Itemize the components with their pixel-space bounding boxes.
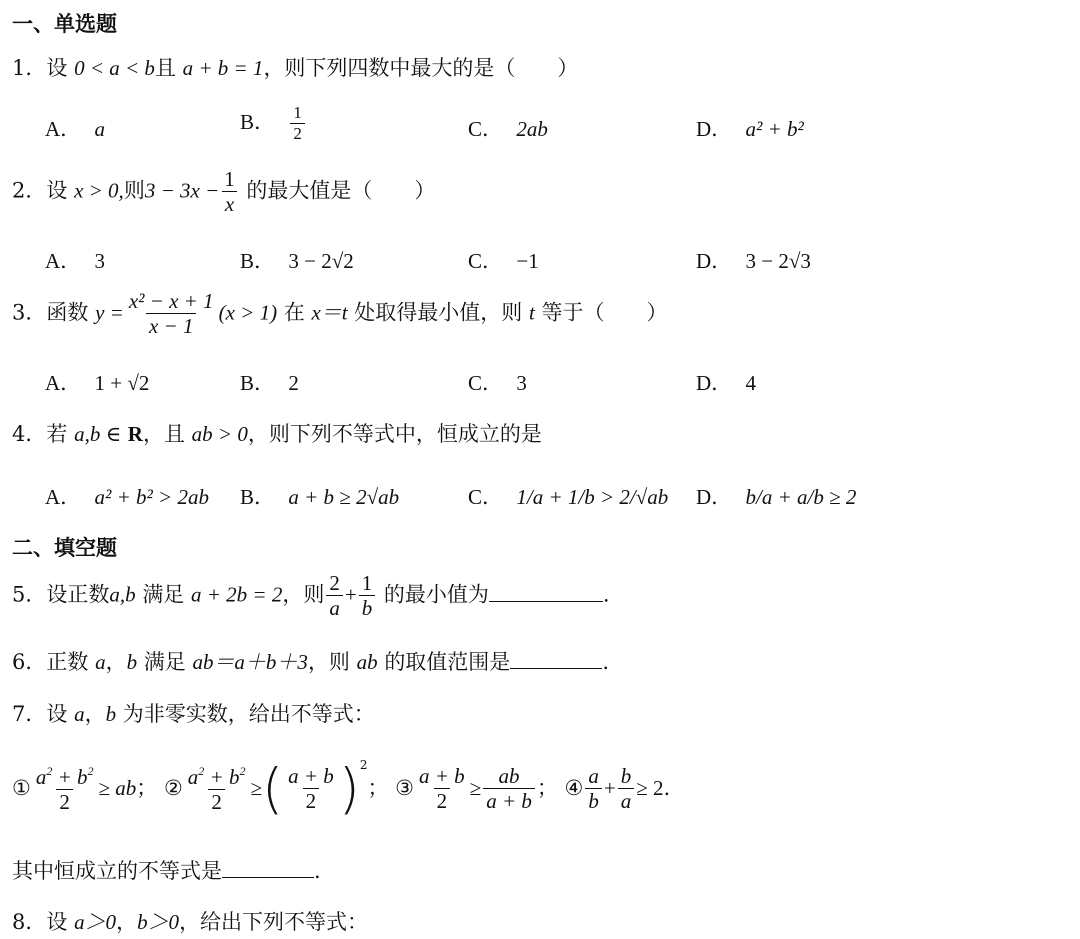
math-variable: t [528,300,535,325]
option-text: 3 − 2√2 [288,249,354,273]
section-title-fill-in: 二、填空题 [12,535,117,560]
q3-option-c[interactable] [468,367,527,397]
math-expression: ≥ ab [98,776,137,800]
math-expression: a,b [109,582,136,607]
option-label: C． [468,117,504,141]
answer-blank[interactable] [489,600,603,602]
answer-blank[interactable] [222,876,314,878]
stem-text: 的最小值为 [383,582,489,607]
fraction [359,572,376,620]
math-variable: a [95,650,106,674]
fraction [126,290,217,338]
answer-blank[interactable] [510,667,602,669]
option-label: D． [696,485,733,509]
q2-option-d[interactable] [696,245,811,275]
q4-option-a[interactable] [45,481,209,511]
option-label: B． [240,249,276,273]
question-1-stem [12,52,578,82]
question-8-stem [12,906,368,936]
question-6-stem [12,646,609,676]
question-3-stem [12,290,668,338]
right-paren: ) [338,757,360,821]
math-expression: a,b ∈ [74,422,122,446]
option-label: D． [696,371,733,395]
q4-option-c[interactable] [468,481,668,511]
option-text: 3 [94,249,106,273]
math-condition: 0 < a < b [74,56,155,80]
q1-option-d[interactable] [696,113,804,143]
question-number: 5． [12,582,47,607]
fraction-denominator: a [326,595,343,620]
option-label: B． [240,485,276,509]
q3-option-d[interactable] [696,367,756,397]
stem-text: 处取得最小值，则 [354,300,523,325]
stem-text: 则 [123,178,145,203]
option-label: C． [468,485,504,509]
stem-text: 满足 [143,650,186,674]
stem-text: . [663,776,671,800]
stem-text: ， [84,702,106,726]
stem-text: 的最大值是（ ） [246,178,436,203]
item-marker: ② [163,776,183,800]
question-4-stem [12,418,542,448]
math-set-symbol: R [127,422,143,446]
option-label: C． [468,249,504,273]
q3-option-a[interactable] [45,367,149,397]
math-condition: ab＝a＋b＋3 [192,650,308,674]
fraction: $\frac{a^2 + b^2}{2}$ [35,763,94,814]
option-label: A． [45,485,82,509]
stem-text: 设正数 [46,582,110,607]
option-text: a² + b² [745,117,804,141]
option-label: D． [696,117,733,141]
fraction-denominator: x − 1 [146,313,197,338]
q2-option-c[interactable] [468,245,539,275]
option-text: b/a + a/b ≥ 2 [745,485,857,509]
math-condition: x > 0, [74,178,124,203]
stem-text: 等于（ ） [541,300,668,325]
question-7-stem [12,698,375,728]
stem-text: . [602,582,610,607]
stem-text: ； [536,776,558,800]
fraction-numerator: 1 [224,167,235,191]
fraction-numerator: 1 [293,103,302,122]
item-marker: ④ [564,776,584,800]
stem-text: 若 [46,422,68,446]
fraction: $\frac{a}{b}$ [585,765,602,813]
math-variable: b [105,702,117,726]
stem-text: 的取值范围是 [384,650,511,674]
stem-text: 设 [46,910,68,934]
math-expression: ≥ 2 [636,776,664,800]
math-variable: a [74,702,85,726]
option-text: 2 [288,371,299,395]
stem-text: 设 [46,702,68,726]
fraction-denominator: b [359,595,376,620]
option-text: 4 [745,371,757,395]
stem-text: 为非零实数，给出不等式： [122,702,375,726]
fraction: $\frac{a + b}{2}$ [288,764,334,814]
stem-text: 且 [154,56,176,80]
math-expression: ab [356,650,378,674]
option-label: A． [45,249,82,273]
fraction [221,168,238,216]
fraction-numerator: 1 [361,571,373,595]
fraction-denominator: x [222,191,237,216]
option-text: −1 [516,249,539,273]
math-operator: ≥ [469,776,482,800]
math-expression: x＝t [311,300,348,325]
q1-option-b[interactable] [240,104,307,143]
option-label: B． [240,371,276,395]
option-label: C． [468,371,504,395]
stem-text: . [314,859,321,883]
question-7-inequalities: ① $\frac{a^2 + b^2}{2}$ ≥ ab； ② $\frac{a^2 + b^2}{2}$ ≥( $\frac{a + b}{2}$ )$^2$； ③ $\frac{a + b}{2}$ ≥ $\frac{ab}{a + b}$ ； ④ $\frac{a}{b}$ + $\frac{b}{a}$ ≥ 2. [12,757,671,821]
question-number: 6． [12,650,47,674]
option-text: 2ab [516,117,548,141]
question-2-stem [12,168,435,216]
stem-text: . [602,650,609,674]
stem-text: ，则 [307,650,350,674]
left-paren: ( [262,757,284,821]
stem-text: ，则 [282,582,325,607]
question-number: 3． [12,300,47,325]
question-number: 1． [12,56,47,80]
question-5-stem [12,572,610,620]
fraction-numerator: 2 [329,571,340,595]
stem-text: ，给出下列不等式： [179,910,369,934]
stem-text: 在 [283,300,305,325]
option-label: A． [45,371,82,395]
fraction: $\frac{a + b}{2}$ [418,764,465,814]
option-text: a + b ≥ 2√ab [288,485,400,509]
math-expression: 3 − 3x − [144,178,220,203]
stem-text: 正数 [46,650,89,674]
math-condition: (x > 1) [218,300,278,325]
option-text: a² + b² > 2ab [94,485,209,509]
fraction: $\frac{ab}{a + b}$ [483,765,535,813]
q2-option-b[interactable] [240,245,354,275]
math-condition: a＞0 [74,910,117,934]
q4-option-b[interactable] [240,481,399,511]
option-text: a [94,117,106,141]
option-text: 1 + √2 [94,371,150,395]
math-condition: a + b = 1 [182,56,264,80]
math-operator: ≥ [250,776,262,800]
stem-text: ，则下列四数中最大的是（ ） [263,56,579,80]
stem-text: 设 [46,178,68,203]
item-marker: ① [12,776,31,800]
stem-text: 设 [46,56,68,80]
q2-option-a[interactable] [45,245,105,275]
stem-text: ； [136,776,158,800]
option-text: 1/a + 1/b > 2/√ab [516,485,669,509]
option-text: 3 − 2√3 [745,249,811,273]
q1-option-c[interactable] [468,113,548,143]
stem-text: ， [105,650,127,674]
section-title-single-choice: 一、单选题 [12,11,117,36]
math-condition: a + 2b = 2 [191,582,283,607]
question-number: 4． [12,422,47,446]
fraction [290,104,305,143]
stem-text: 函数 [46,300,89,325]
fraction: $\frac{b}{a}$ [618,765,635,813]
math-condition: ab > 0 [191,422,248,446]
fraction-numerator: x² − x + 1 [128,289,214,313]
option-text: 3 [516,371,527,395]
q1-option-a[interactable] [45,113,105,143]
math-variable: b [126,650,138,674]
q3-option-b[interactable] [240,367,299,397]
item-marker: ③ [395,776,414,800]
fraction [326,572,343,620]
stem-text: ，则下列不等式中，恒成立的是 [247,422,542,446]
option-label: D． [696,249,733,273]
question-7-tail [12,855,321,885]
math-operator: + [344,582,357,607]
fraction-denominator: 2 [290,123,305,144]
fraction: $\frac{a^2 + b^2}{2}$ [187,763,246,814]
option-label: A． [45,117,82,141]
question-number: 7． [12,702,47,726]
math-expression: y = [95,300,124,325]
option-label: B． [240,110,276,135]
stem-text: 其中恒成立的不等式是 [12,859,222,883]
stem-text: ； [367,776,389,800]
question-number: 8． [12,910,47,934]
stem-text: ，且 [142,422,185,446]
math-condition: b＞0 [137,910,180,934]
question-number: 2． [12,178,47,203]
stem-text: ， [116,910,138,934]
q4-option-d[interactable] [696,481,856,511]
stem-text: 满足 [142,582,185,607]
